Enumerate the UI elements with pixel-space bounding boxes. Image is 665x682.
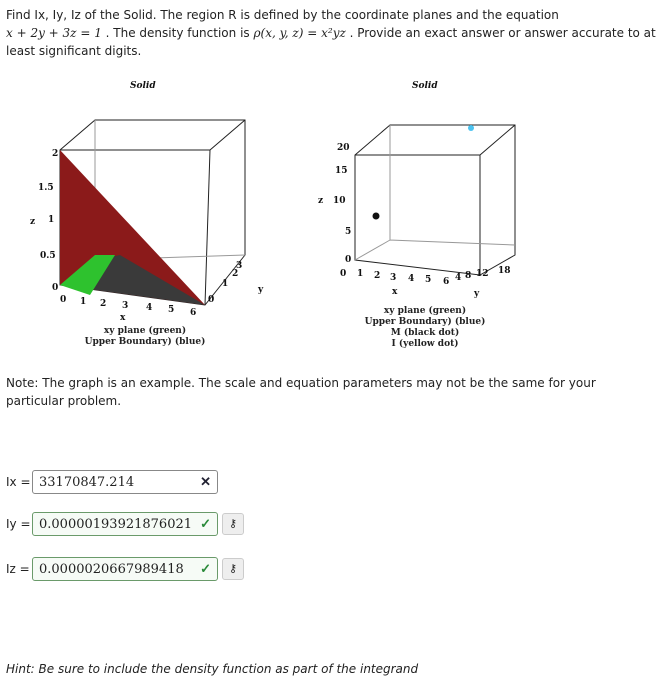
- label: 2: [374, 271, 381, 281]
- label: Upper Boundary) (blue): [84, 337, 206, 347]
- ix-label: Ix =: [6, 475, 31, 489]
- label: 6: [443, 277, 450, 287]
- label: xy plane (green): [383, 306, 467, 316]
- label: 0: [60, 295, 67, 305]
- key-icon[interactable]: ⚷: [222, 513, 244, 535]
- right-plot-legend: [345, 306, 505, 350]
- label: z: [318, 196, 324, 206]
- question-text: [6, 6, 661, 60]
- label: 3: [122, 301, 129, 311]
- label: 6: [190, 308, 197, 318]
- ix-row: [6, 470, 218, 494]
- label: 0.5: [40, 251, 56, 261]
- label: 15: [335, 166, 348, 176]
- label: 2: [100, 299, 107, 309]
- label: Upper Boundary) (blue): [364, 317, 486, 327]
- iz-row: [6, 557, 244, 581]
- label: 18: [498, 266, 511, 276]
- m-black-dot: [373, 213, 380, 220]
- label: 1: [80, 297, 87, 307]
- hint-text: Hint: Be sure to include the density function as part of the integrand: [6, 662, 419, 676]
- label: 1: [357, 269, 364, 279]
- label: I (yellow dot): [391, 339, 459, 349]
- label: 20: [337, 143, 350, 153]
- ix-input[interactable]: [32, 470, 218, 494]
- iy-row: [6, 512, 244, 536]
- y-axis-label: y: [258, 285, 264, 295]
- label: 3: [390, 273, 397, 283]
- iy-input[interactable]: [32, 512, 218, 536]
- iz-label: Iz =: [6, 562, 30, 576]
- density-function: ρ(x, y, z) = x²yz: [253, 26, 346, 40]
- label: 1: [48, 215, 55, 225]
- i-dot: [468, 125, 474, 131]
- label: 0: [345, 255, 352, 265]
- label: 10: [333, 196, 346, 206]
- note-text: Note: The graph is an example. The scale and equation parameters may not be the same for your particular problem.: [6, 376, 596, 408]
- label: M (black dot): [390, 328, 460, 338]
- label: 5: [168, 305, 175, 315]
- label: 4: [408, 274, 415, 284]
- iz-input[interactable]: [32, 557, 218, 581]
- label: 1: [222, 279, 229, 289]
- label: 4: [146, 303, 153, 313]
- correct-icon: ✓: [200, 561, 211, 577]
- key-icon[interactable]: ⚷: [222, 558, 244, 580]
- plane-equation: x + 2y + 3z = 1: [6, 26, 102, 40]
- question-end: . Provide an exact answer or answer accurate to at least significant digits.: [6, 26, 656, 58]
- label: 2: [232, 269, 239, 279]
- label: 5: [345, 227, 352, 237]
- label: 2: [52, 149, 59, 159]
- x-axis-label: x: [120, 313, 126, 323]
- label: y: [474, 289, 480, 299]
- label: 12: [476, 269, 489, 279]
- correct-icon: ✓: [200, 516, 211, 532]
- right-plot-title: Solid: [412, 81, 438, 91]
- incorrect-icon: ✕: [200, 474, 211, 490]
- label: 0: [208, 295, 215, 305]
- question-mid: . The density function is: [105, 26, 250, 40]
- label: 8: [465, 271, 472, 281]
- question-line: Find Ix, Iy, Iz of the Solid. The region R is defined by the coordinate planes and the equation: [6, 8, 559, 22]
- z-axis-label: z: [30, 217, 36, 227]
- label: 5: [425, 275, 432, 285]
- label: 4: [455, 273, 462, 283]
- label: 33170847.214: [39, 474, 135, 490]
- left-plot-legend: [60, 326, 230, 348]
- label: 0.0000020667989418: [39, 561, 184, 577]
- label: x: [392, 287, 398, 297]
- left-plot-title: Solid: [130, 81, 156, 91]
- label: xy plane (green): [103, 326, 187, 336]
- label: 1.5: [38, 183, 54, 193]
- label: 0: [52, 283, 59, 293]
- right-plot: [318, 81, 515, 299]
- plots: [0, 70, 665, 360]
- label: 3: [236, 261, 243, 271]
- label: 0.00000193921876021: [39, 516, 193, 532]
- iy-label: Iy =: [6, 517, 31, 531]
- left-plot: [30, 81, 264, 323]
- label: 0: [340, 269, 347, 279]
